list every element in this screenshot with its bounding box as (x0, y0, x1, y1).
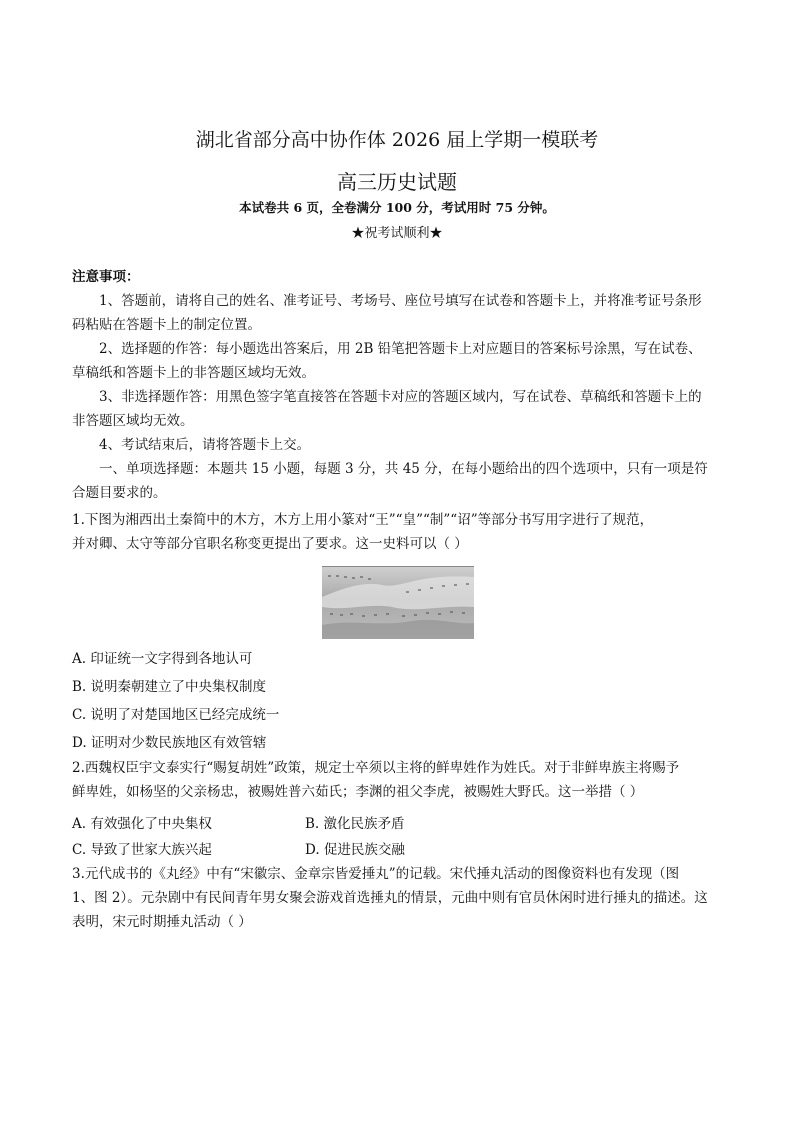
question-1-option-c: C. 说明了对楚国地区已经完成统一 (72, 707, 280, 723)
notice-item-3-line-2: 非答题区域均无效。 (72, 413, 194, 429)
question-1 (72, 508, 724, 556)
section-1-line-2: 合题目要求的。 (72, 485, 167, 501)
question-2 (72, 756, 724, 804)
notice-item-3-line-1: 3、非选择题作答：用黑色签字笔直接答在答题卡对应的答题区域内，写在试卷、草稿纸和答题卡上的 (99, 389, 702, 405)
exam-subtitle: 高三历史试题 (337, 170, 457, 194)
exam-title: 湖北省部分高中协作体 2026 届上学期一模联考 (195, 129, 599, 151)
notice-item-2-line-1: 2、选择题的作答：每小题选出答案后，用 2B 铅笔把答题卡上对应题目的答案标号涂黑，写在试卷、 (99, 341, 702, 357)
exam-meta: 本试卷共 6 页，全卷满分 100 分，考试用时 75 分钟。 (239, 200, 555, 215)
exam-wish: ★祝考试顺利★ (351, 226, 443, 241)
notice-block (72, 265, 724, 505)
question-3-line-2: 1、图 2）。元杂剧中有民间青年男女聚会游戏首选捶丸的情景，元曲中则有官员休闲时进行捶丸的描述。这 (72, 890, 708, 906)
question-1-option-d: D. 证明对少数民族地区有效管辖 (72, 735, 267, 751)
question-1-option-a: A. 印证统一文字得到各地认可 (72, 651, 253, 667)
question-2-option-d: D. 促进民族交融 (305, 842, 405, 858)
question-2-option-b: B. 激化民族矛盾 (305, 816, 405, 832)
qin-bamboo-slip-image (322, 566, 474, 639)
question-3-line-1: 3.元代成书的《丸经》中有“宋徽宗、金章宗皆爱捶丸”的记载。宋代捶丸活动的图像资料也有发现（图 (72, 866, 680, 882)
section-1-line-1: 一、单项选择题：本题共 15 小题，每题 3 分，共 45 分，在每小题给出的四个选项中，只有一项是符 (99, 461, 708, 477)
question-1-option-b: B. 说明秦朝建立了中央集权制度 (72, 679, 267, 695)
question-3 (72, 862, 724, 934)
question-3-line-3: 表明，宋元时期捶丸活动（ ） (72, 914, 252, 930)
notice-item-2-line-2: 草稿纸和答题卡上的非答题区域均无效。 (72, 365, 315, 381)
notice-item-4: 4、考试结束后，请将答题卡上交。 (99, 437, 311, 453)
question-2-line-1: 2.西魏权臣宇文泰实行“赐复胡姓”政策，规定士卒须以主将的鲜卑姓作为姓氏。对于非鲜卑族主将赐予 (72, 760, 680, 776)
question-2-line-2: 鲜卑姓，如杨坚的父亲杨忠，被赐姓普六茹氏；李渊的祖父李虎，被赐姓大野氏。这一举措（ ） (72, 784, 644, 800)
notice-item-1-line-2: 码粘贴在答题卡上的制定位置。 (72, 317, 261, 333)
notice-heading: 注意事项： (72, 269, 140, 285)
question-1-line-1: 1.下图为湘西出土秦简中的木方，木方上用小篆对“王”“皇”“制”“诏”等部分书写用字进行了规范， (72, 512, 654, 528)
question-2-option-c: C. 导致了世家大族兴起 (72, 842, 212, 858)
question-1-line-2: 并对卿、太守等部分官职名称变更提出了要求。这一史料可以（ ） (72, 536, 468, 552)
notice-item-1-line-1: 1、答题前，请将自己的姓名、准考证号、考场号、座位号填写在试卷和答题卡上，并将准考证号条形 (99, 293, 702, 309)
question-2-option-a: A. 有效强化了中央集权 (72, 816, 212, 832)
qin-bamboo-slip-texture (322, 567, 474, 639)
